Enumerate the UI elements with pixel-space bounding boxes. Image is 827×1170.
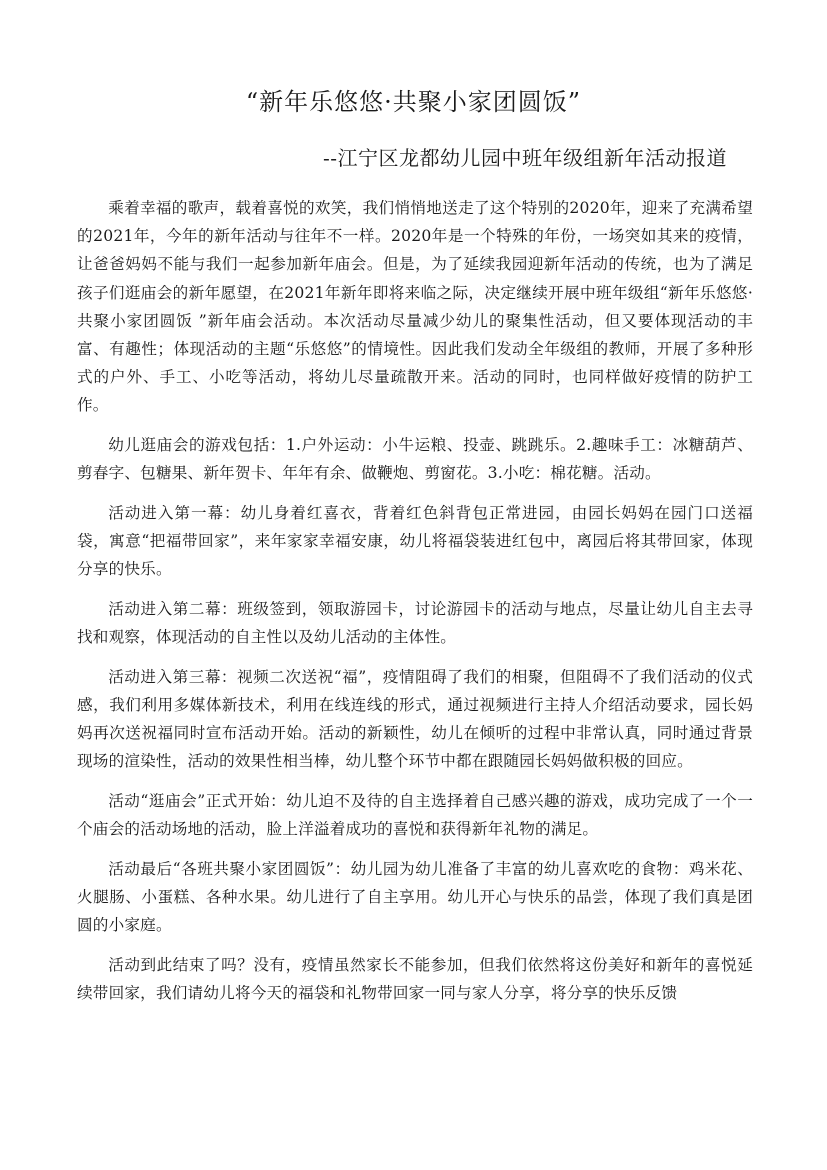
paragraph-ending: 活动到此结束了吗？没有，疫情虽然家长不能参加，但我们依然将这份美好和新年的喜悦延续带回家，我们请幼儿将今天的福袋和礼物带回家一同与家人分享，将分享的快乐反馈	[77, 955, 753, 1002]
paragraph-reunion-meal: 活动最后“各班共聚小家团圆饭”：幼儿园为幼儿准备了丰富的幼儿喜欢吃的食物：鸡米花、火腿肠、小蛋糕、各种水果。幼儿进行了自主享用。幼儿开心与快乐的品尝，体现了我们真是团圆的小家庭。	[77, 859, 753, 935]
paragraph-temple-fair: 活动“逛庙会”正式开始：幼儿迫不及待的自主选择着自己感兴趣的游戏，成功完成了一个一个庙会的活动场地的活动，脸上洋溢着成功的喜悦和获得新年礼物的满足。	[77, 791, 753, 839]
paragraph-act-two: 活动进入第二幕：班级签到，领取游园卡，讨论游园卡的活动与地点，尽量让幼儿自主去寻找和观察，体现活动的自主性以及幼儿活动的主体性。	[77, 599, 753, 647]
document-title: “新年乐悠悠·共聚小家团圆饭”	[245, 88, 582, 116]
paragraph-games: 幼儿逛庙会的游戏包括：1.户外运动：小牛运粮、投壶、跳跳乐。2.趣味手工：冰糖葫芦、剪春字、包糖果、新年贺卡、年年有余、做鞭炮、剪窗花。3.小吃：棉花糖。活动。	[77, 436, 753, 483]
paragraph-intro: 乘着幸福的歌声，载着喜悦的欢笑，我们悄悄地送走了这个特别的2020年，迎来了充满希望的2021年，今年的新年活动与往年不一样。2020年是一个特殊的年份，一场突如其来的疫情，让爸爸妈妈不能与我们一起参加新年庙会。但是，为了延续我园迎新年活动的传统，也为了满足孩子们逛庙会的新年愿望，在2021年新年即将来临之际，决定继续开展中班年级组“新年乐悠悠·共聚小家团圆饭 ”新年庙会活动。本次活动尽量减少幼儿的聚集性活动，但又要体现活动的丰富、有趣性；体现活动的主题“乐悠悠”的情境性。因此我们发动全年级组的教师，开展了多种形式的户外、手工、小吃等活动，将幼儿尽量疏散开来。活动的同时，也同样做好疫情的防护工作。	[77, 199, 753, 415]
article-body	[77, 194, 753, 1018]
document-subtitle: --江宁区龙都幼儿园中班年级组新年活动报道	[322, 146, 727, 170]
paragraph-act-three: 活动进入第三幕：视频二次送祝“福”，疫情阻碍了我们的相聚，但阻碍不了我们活动的仪式感，我们利用多媒体新技术，利用在线连线的形式，通过视频进行主持人介绍活动要求，园长妈妈再次送祝福同时宣布活动开始。活动的新颖性，幼儿在倾听的过程中非常认真，同时通过背景现场的渲染性，活动的效果性相当棒，幼儿整个环节中都在跟随园长妈妈做积极的回应。	[77, 667, 753, 771]
paragraph-act-one: 活动进入第一幕：幼儿身着红喜衣，背着红色斜背包正常进园，由园长妈妈在园门口送福袋，寓意“把福带回家”，来年家家幸福安康，幼儿将福袋装进红包中，离园后将其带回家，体现分享的快乐。	[77, 503, 753, 579]
